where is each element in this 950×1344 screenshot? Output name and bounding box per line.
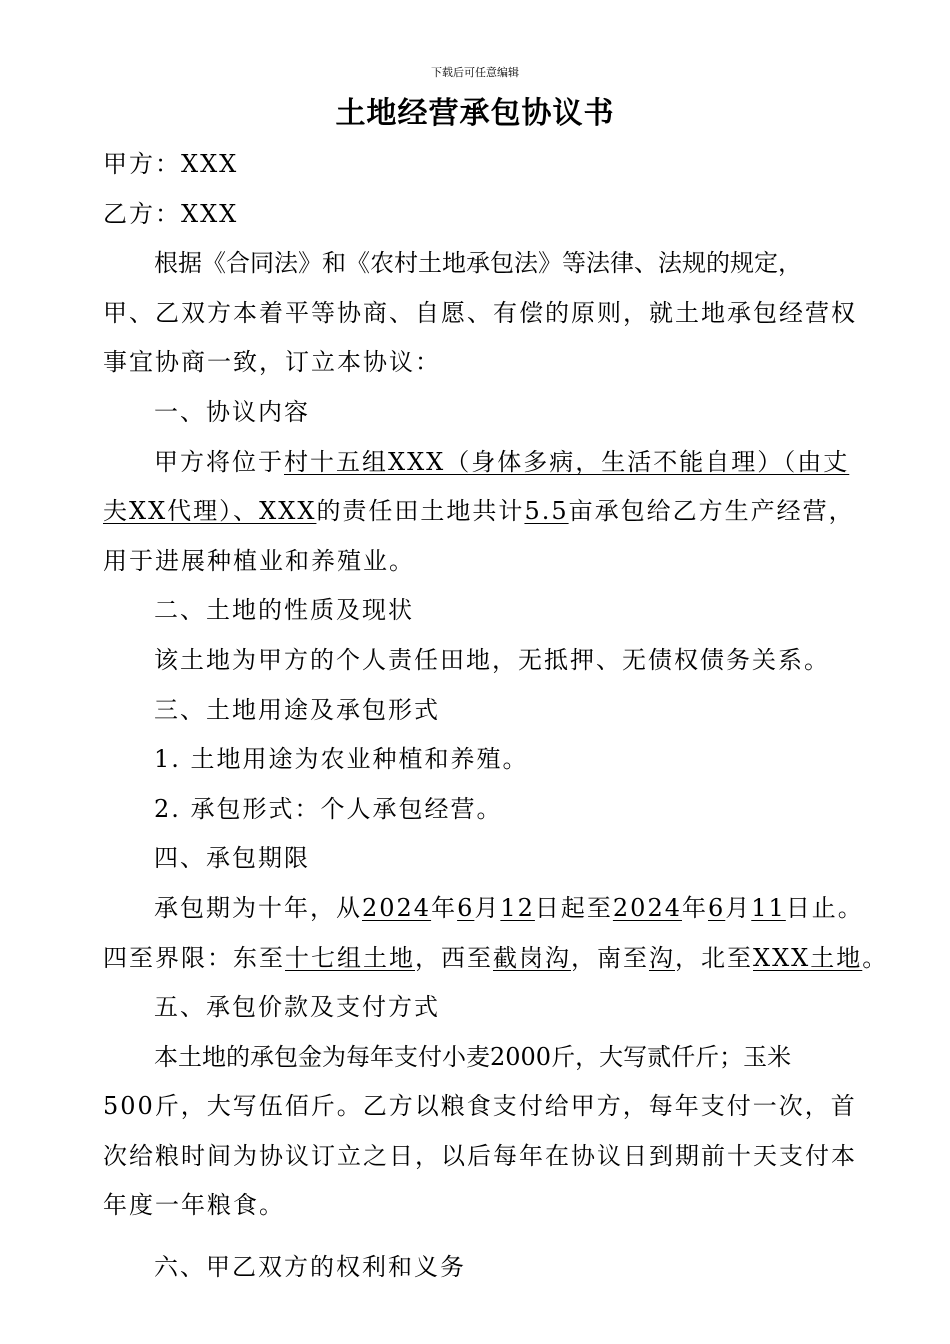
- start-day: 12: [500, 893, 535, 922]
- boundary-north: XXX土地: [753, 943, 863, 972]
- section-1-line-1: [103, 438, 863, 488]
- boundary-east-label: 四至界限：东至: [103, 943, 285, 972]
- boundary-west-label: ，西至: [415, 943, 493, 972]
- section-4-heading: 四、承包期限: [154, 844, 310, 873]
- end-day: 11: [751, 893, 786, 922]
- start-month: 6: [457, 893, 475, 922]
- intro-line-3: 事宜协商一致，订立本协议：: [103, 348, 441, 377]
- boundary-west: 截岗沟: [493, 943, 571, 972]
- location-underlined: 村十五组XXX（身体多病，生活不能自理）（由丈: [284, 447, 850, 476]
- year-char: 年: [431, 893, 458, 922]
- document-title: 土地经营承包协议书: [335, 96, 615, 131]
- payment-text-1: 本土地的承包金为每年支付小麦2000斤，大写贰仟斤；玉米: [154, 1042, 792, 1071]
- start-year: 2024: [362, 893, 432, 922]
- term-text: 承包期为十年，从: [154, 893, 362, 922]
- section-1-line-2: [103, 487, 863, 537]
- end-text: 日止。: [785, 893, 864, 922]
- section-3-heading: 三、土地用途及承包形式: [154, 695, 440, 724]
- land-area-suffix: 亩承包给乙方生产经营，: [568, 497, 855, 526]
- year-char: 年: [681, 893, 708, 922]
- section-3-item-1: 1. 土地用途为农业种植和养殖。: [154, 745, 529, 774]
- header-note: 下载后可任意编辑: [431, 66, 519, 79]
- location-prefix: 甲方将位于: [154, 447, 284, 476]
- term-line: [103, 884, 863, 934]
- boundary-east: 十七组土地: [285, 943, 415, 972]
- land-area-underlined: 5.5: [524, 497, 569, 526]
- month-char: 月: [474, 893, 501, 922]
- section-1-line-3: 用于进展种植业和养殖业。: [103, 546, 415, 575]
- section-5-line-1: [103, 1033, 863, 1083]
- section-5-heading: 五、承包价款及支付方式: [154, 993, 440, 1022]
- intro-text-1: 根据《合同法》和《农村土地承包法》等法律、法规的规定，: [154, 249, 802, 278]
- section-6-heading: 六、甲乙双方的权利和义务: [154, 1253, 466, 1282]
- boundary-north-label: ，北至: [675, 943, 753, 972]
- intro-line-2: 甲、乙双方本着平等协商、自愿、有偿的原则，就土地承包经营权: [103, 298, 857, 327]
- from-to-text: 日起至: [534, 893, 613, 922]
- intro-line-1: [103, 239, 863, 289]
- agent-underlined: 夫XX代理）、XXX: [103, 497, 317, 526]
- party-a: 甲方：XXX: [103, 150, 239, 178]
- section-5-line-2: 500斤，大写伍佰斤。乙方以粮食支付给甲方，每年支付一次，首: [103, 1092, 857, 1121]
- boundary-south-label: ，南至: [571, 943, 649, 972]
- end-month: 6: [707, 893, 726, 922]
- end-year: 2024: [612, 893, 682, 922]
- section-5-line-3: 次给粮时间为协议订立之日，以后每年在协议日到期前十天支付本: [103, 1141, 857, 1170]
- section-2-heading: 二、土地的性质及现状: [154, 596, 414, 625]
- boundary-end: 。: [862, 943, 889, 972]
- party-b: 乙方：XXX: [103, 199, 239, 228]
- boundary-line: [103, 934, 889, 984]
- month-char: 月: [725, 893, 752, 922]
- section-3-item-2: 2. 承包形式：个人承包经营。: [154, 794, 503, 823]
- section-5-line-4: 年度一年粮食。: [103, 1191, 285, 1220]
- section-2-line-1: 该土地为甲方的个人责任田地，无抵押、无债权债务关系。: [154, 645, 830, 674]
- boundary-south: 沟: [649, 943, 675, 972]
- section-1-heading: 一、协议内容: [154, 397, 310, 426]
- land-total-text: 的责任田土地共计: [316, 497, 525, 526]
- document-body: [103, 140, 889, 1293]
